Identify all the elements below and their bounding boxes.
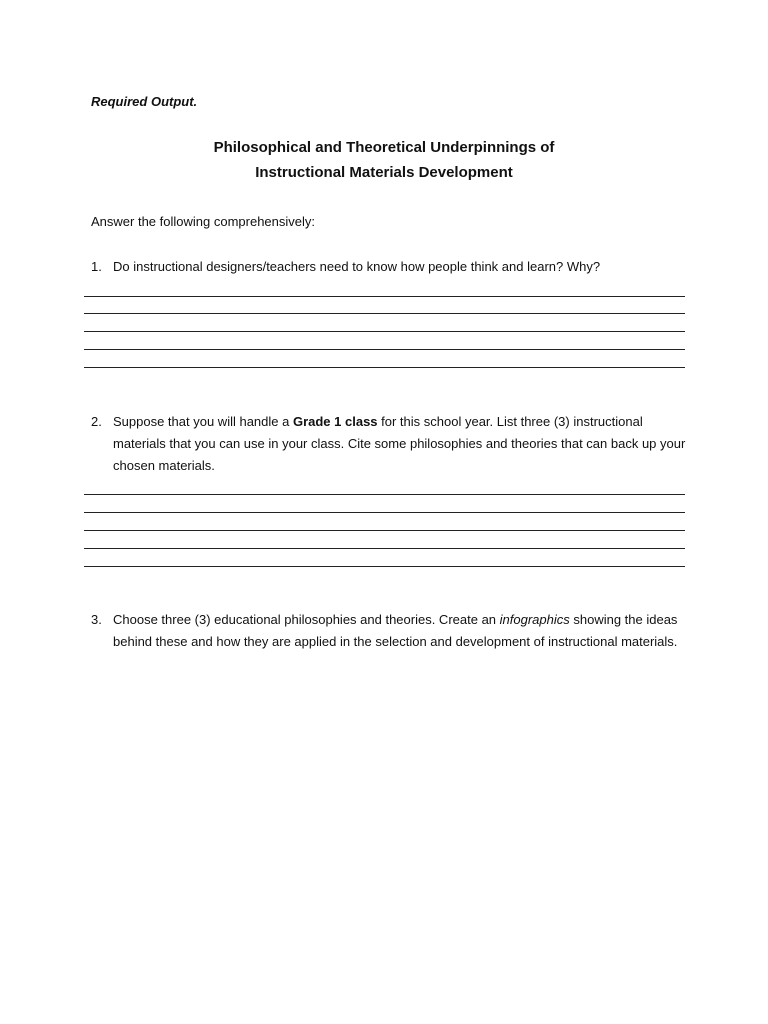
required-output-heading: Required Output.	[91, 94, 198, 109]
question-2-text-end: for this school year. List three (3) instructional materials that you can use in your class. Cite some philosophies and theories that can back up your chosen materials.	[113, 414, 686, 473]
question-1-text: Do instructional designers/teachers need to know how people think and learn? Why?	[113, 259, 601, 274]
question-1	[91, 256, 691, 278]
title-line-1: Philosophical and Theoretical Underpinnings of	[213, 139, 555, 156]
question-1-number: 1.	[91, 259, 102, 274]
answer-line[interactable]	[84, 512, 685, 513]
title-line-2: Instructional Materials Development	[255, 164, 513, 181]
answer-line[interactable]	[84, 349, 685, 350]
answer-line[interactable]	[84, 530, 685, 531]
answer-line[interactable]	[84, 313, 685, 314]
answer-line[interactable]	[84, 566, 685, 567]
question-2-text-start: Suppose that you will handle a	[113, 414, 293, 429]
question-2-grade-emphasis: Grade 1 class	[292, 414, 378, 429]
question-2-text	[113, 411, 691, 477]
answer-line[interactable]	[84, 296, 685, 297]
question-3-text-end: showing the ideas behind these and how they are applied in the selection and development of instructional materials.	[113, 612, 678, 649]
question-3-text	[113, 609, 691, 653]
question-3	[91, 609, 691, 653]
answer-line[interactable]	[84, 494, 685, 495]
question-2	[91, 411, 691, 477]
answer-line[interactable]	[84, 331, 685, 332]
question-3-number: 3.	[91, 612, 102, 627]
answer-line[interactable]	[84, 548, 685, 549]
question-2-number: 2.	[91, 414, 102, 429]
answer-line[interactable]	[84, 367, 685, 368]
question-3-text-start: Choose three (3) educational philosophies and theories. Create an	[113, 612, 500, 627]
instructions-text: Answer the following comprehensively:	[91, 214, 315, 229]
question-3-infographics-emphasis: infographics	[499, 612, 570, 627]
